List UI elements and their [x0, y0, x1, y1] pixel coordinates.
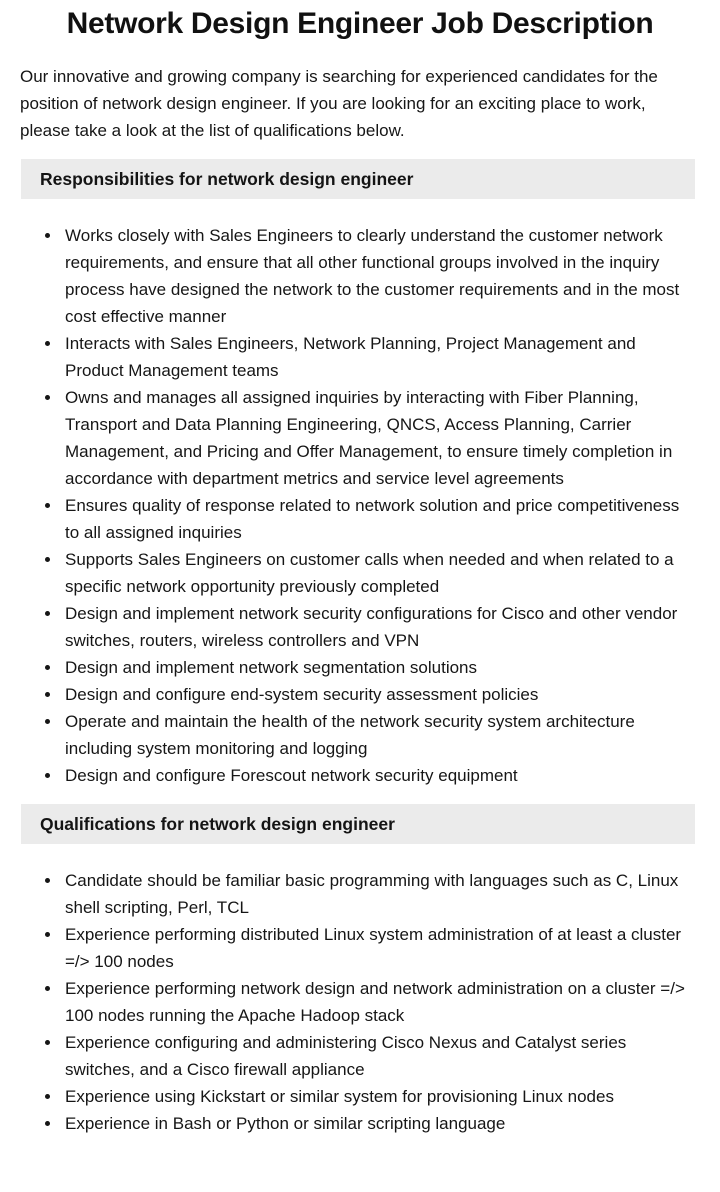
list-item: • Works closely with Sales Engineers to clearly understand the customer network requirements, and ensure that all other functional groups involved in the inquiry process have designed the network to the customer requirements and in the most cost effective manner [62, 222, 690, 330]
list-item: • Interacts with Sales Engineers, Network Planning, Project Management and Product Management teams [62, 330, 690, 384]
list-item: • Experience in Bash or Python or similar scripting language [62, 1110, 690, 1137]
list-item: • Design and implement network security configurations for Cisco and other vendor switches, routers, wireless controllers and VPN [62, 600, 690, 654]
list-item: • Ensures quality of response related to network solution and price competitiveness to all assigned inquiries [62, 492, 690, 546]
list-item: • Design and configure end-system security assessment policies [62, 681, 690, 708]
list-item: • Design and implement network segmentation solutions [62, 654, 690, 681]
list-item: • Supports Sales Engineers on customer calls when needed and when related to a specific network opportunity previously completed [62, 546, 690, 600]
list-item: • Experience performing network design and network administration on a cluster =/> 100 nodes running the Apache Hadoop stack [62, 975, 690, 1029]
list-item: • Operate and maintain the health of the network security system architecture including system monitoring and logging [62, 708, 690, 762]
section-heading-responsibilities: Responsibilities for network design engineer [21, 159, 695, 199]
intro-paragraph: Our innovative and growing company is searching for experienced candidates for the position of network design engineer. If you are looking for an exciting place to work, please take a look at the list of qualifications below. [20, 67, 658, 140]
qualifications-list [20, 867, 690, 1137]
responsibilities-list [20, 222, 690, 789]
list-item: • Owns and manages all assigned inquiries by interacting with Fiber Planning, Transport and Data Planning Engineering, QNCS, Access Planning, Carrier Management, and Pricing and Offer Management, to ensure timely completion in accordance with department metrics and service level agreements [62, 384, 690, 492]
list-item: • Experience performing distributed Linux system administration of at least a cluster =/> 100 nodes [62, 921, 690, 975]
bottom-whitespace [0, 1137, 720, 1167]
list-item: • Design and configure Forescout network security equipment [62, 762, 690, 789]
list-item: • Experience using Kickstart or similar system for provisioning Linux nodes [62, 1083, 690, 1110]
page-title: Network Design Engineer Job Description [66, 7, 654, 40]
section-heading-qualifications: Qualifications for network design engineer [21, 804, 695, 844]
list-item: • Experience configuring and administering Cisco Nexus and Catalyst series switches, and a Cisco firewall appliance [62, 1029, 690, 1083]
list-item: • Candidate should be familiar basic programming with languages such as C, Linux shell scripting, Perl, TCL [62, 867, 690, 921]
